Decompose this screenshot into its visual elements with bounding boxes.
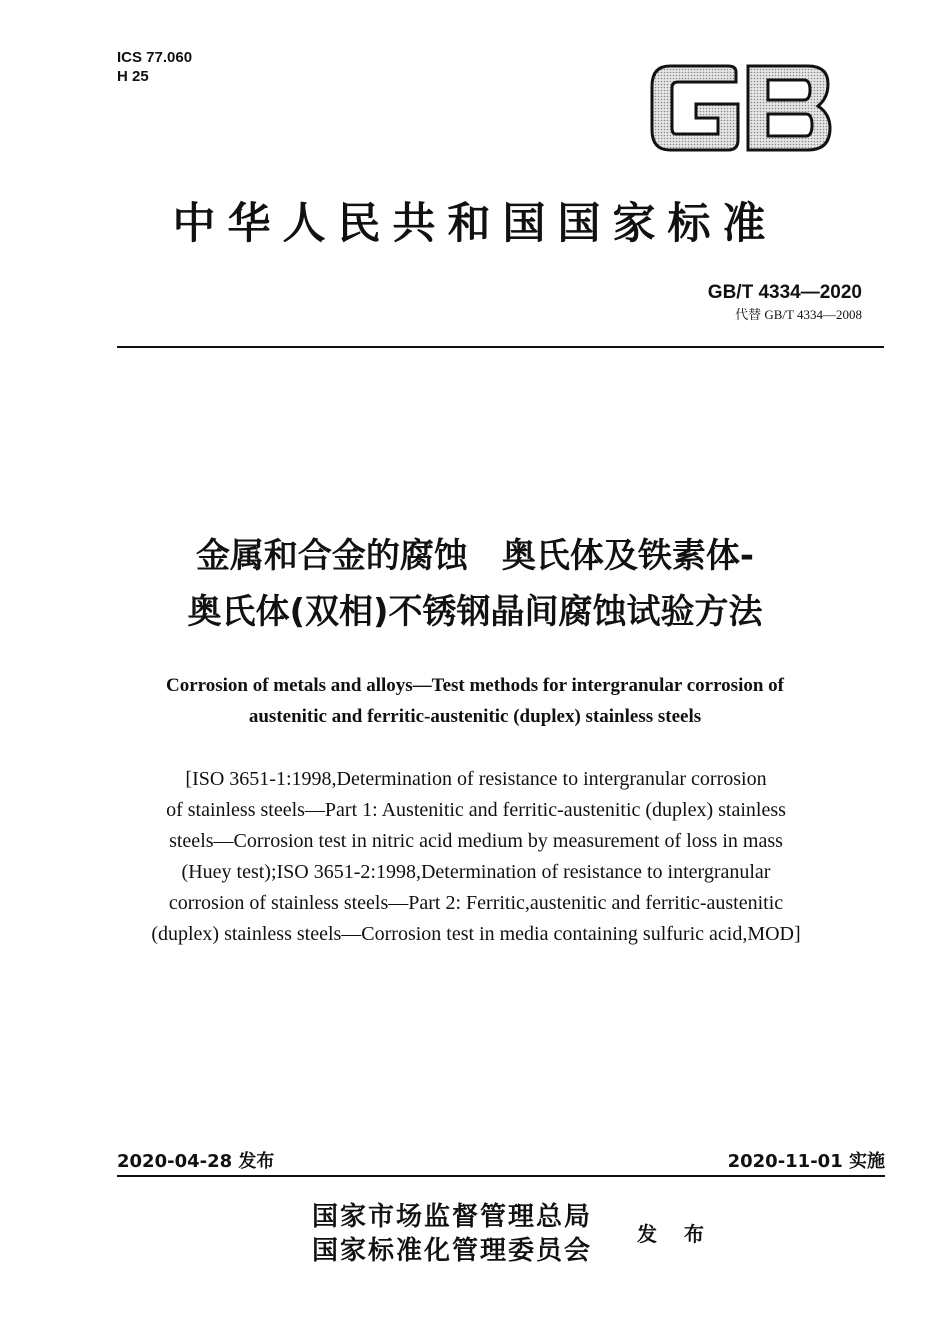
english-title-line-2: austenitic and ferritic-austenitic (duplex) stainless steels <box>248 706 702 727</box>
implementation-date: 2020-11-01 实施 <box>727 1151 885 1172</box>
gb-logo <box>648 62 834 154</box>
ics-code: ICS 77.060 <box>117 49 193 66</box>
iso-reference-line: corrosion of stainless steels—Part 2: Ferritic,austenitic and ferritic-austenitic <box>168 892 784 914</box>
publish-label: 发 布 <box>637 1222 714 1246</box>
issue-date: 2020-04-28 发布 <box>117 1151 275 1172</box>
iso-reference <box>112 764 840 950</box>
iso-reference-line: steels—Corrosion test in nitric acid medium by measurement of loss in mass <box>169 830 783 852</box>
iso-reference-line: (Huey test);ISO 3651-2:1998,Determination of resistance to intergranular <box>181 861 771 883</box>
chinese-title <box>0 528 950 640</box>
chinese-title-line-1: 金属和合金的腐蚀 奥氏体及铁素体- <box>195 536 755 576</box>
header-divider <box>117 346 884 348</box>
issuing-organization: 中华人民共和国国家标准 <box>172 199 778 249</box>
iso-reference-line: [ISO 3651-1:1998,Determination of resistance to intergranular corrosion <box>185 768 767 790</box>
ccs-code: H 25 <box>117 68 149 85</box>
replaces-standard: 代替 GB/T 4334—2008 <box>735 307 862 322</box>
publisher-line-1: 国家市场监督管理总局 <box>312 1202 593 1232</box>
english-title <box>100 670 850 732</box>
classification-codes <box>117 48 192 86</box>
iso-reference-line: of stainless steels—Part 1: Austenitic and ferritic-austenitic (duplex) stainless <box>166 799 786 821</box>
publisher-line-2: 国家标准化管理委员会 <box>312 1236 593 1266</box>
footer-divider <box>117 1175 885 1177</box>
publisher-block <box>312 1200 592 1268</box>
standard-number: GB/T 4334—2020 <box>707 282 862 303</box>
chinese-title-line-2: 奥氏体(双相)不锈钢晶间腐蚀试验方法 <box>187 592 763 632</box>
english-title-line-1: Corrosion of metals and alloys—Test methods for intergranular corrosion of <box>165 675 785 696</box>
iso-reference-line: (duplex) stainless steels—Corrosion test in media containing sulfuric acid,MOD] <box>151 923 801 945</box>
